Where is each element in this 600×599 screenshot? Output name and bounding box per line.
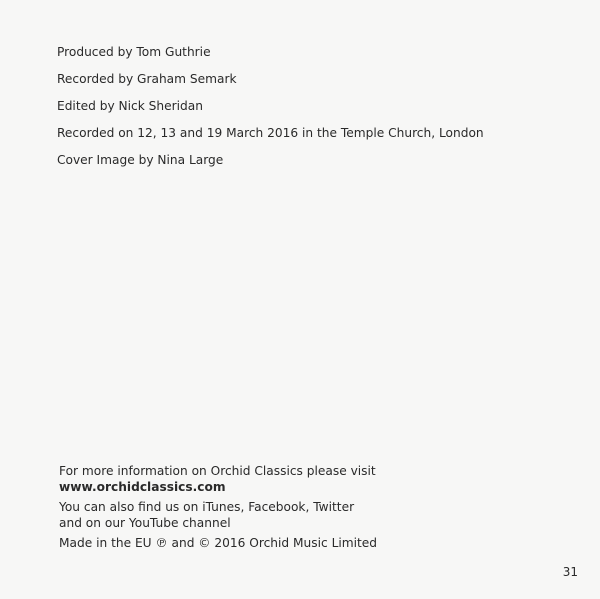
social-text-line2: and on our YouTube channel [59, 516, 231, 530]
credit-editor: Edited by Nick Sheridan [57, 99, 203, 113]
info-text: For more information on Orchid Classics please visit [59, 464, 376, 478]
credit-producer: Produced by Tom Guthrie [57, 45, 211, 59]
copyright-text: Made in the EU ℗ and © 2016 Orchid Music Limited [59, 536, 378, 550]
website-link[interactable]: www.orchidclassics.com [59, 480, 226, 494]
label-info [59, 463, 479, 555]
social-text-line1: You can also find us on iTunes, Facebook, Twitter [59, 500, 355, 514]
credits-list [57, 44, 577, 179]
credit-cover-image: Cover Image by Nina Large [57, 153, 224, 167]
credit-recording-engineer: Recorded by Graham Semark [57, 72, 237, 86]
page-number: 31 [562, 565, 578, 579]
credit-recording-date-venue: Recorded on 12, 13 and 19 March 2016 in the Temple Church, London [57, 126, 484, 140]
